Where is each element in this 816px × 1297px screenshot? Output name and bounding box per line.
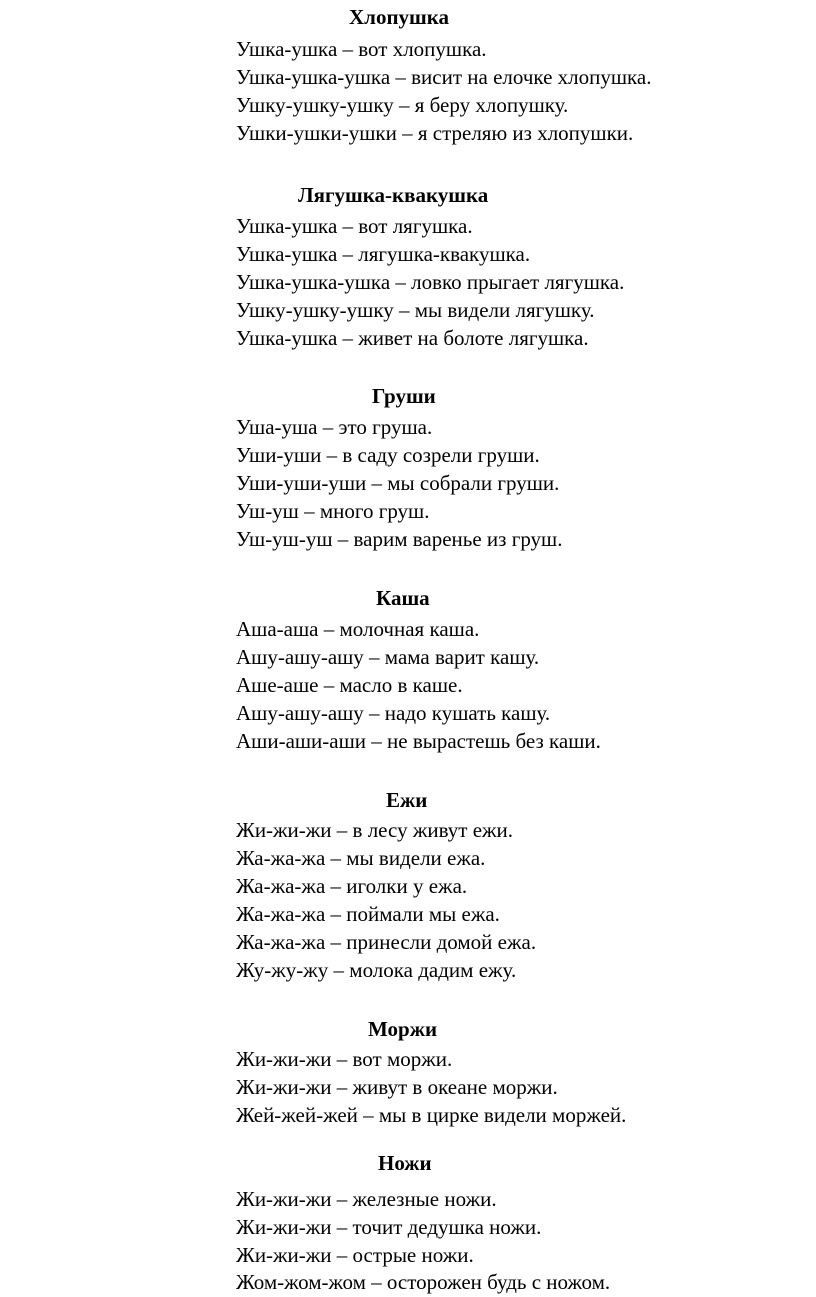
poem-line: Ушка-ушка – живет на болоте лягушка. <box>236 326 589 350</box>
poem-line: Жи-жи-жи – острые ножи. <box>236 1243 474 1267</box>
poem-title-khlopushka: Хлопушка <box>349 5 450 29</box>
poem-line: Жи-жи-жи – живут в океане моржи. <box>236 1075 558 1099</box>
poem-line: Жа-жа-жа – мы видели ежа. <box>236 846 486 870</box>
poem-title-kasha: Каша <box>376 586 430 610</box>
poem-line: Ушка-ушка – лягушка-квакушка. <box>236 242 531 266</box>
poem-line: Ашу-ашу-ашу – надо кушать кашу. <box>236 701 551 725</box>
poem-line: Аши-аши-аши – не вырастешь без каши. <box>236 729 601 753</box>
poem-line: Ушку-ушку-ушку – мы видели лягушку. <box>236 298 595 322</box>
poem-line: Жей-жей-жей – мы в цирке видели моржей. <box>236 1103 627 1127</box>
poem-line: Уши-уши-уши – мы собрали груши. <box>236 471 560 495</box>
poem-title-grushi: Груши <box>372 384 436 408</box>
poem-line: Жи-жи-жи – точит дедушка ножи. <box>236 1215 542 1239</box>
poem-line: Аше-аше – масло в каше. <box>236 673 463 697</box>
poem-line: Жу-жу-жу – молока дадим ежу. <box>236 958 517 982</box>
poem-line: Жи-жи-жи – железные ножи. <box>236 1187 497 1211</box>
poem-title-nozhi: Ножи <box>378 1151 432 1175</box>
poem-line: Жа-жа-жа – поймали мы ежа. <box>236 902 500 926</box>
poem-title-lyagushka: Лягушка-квакушка <box>298 183 489 207</box>
poem-line: Аша-аша – молочная каша. <box>236 617 480 641</box>
poem-line: Ушка-ушка-ушка – висит на елочке хлопушка. <box>236 65 652 89</box>
poem-line: Жи-жи-жи – вот моржи. <box>236 1047 453 1071</box>
poem-title-morzhi: Моржи <box>368 1017 438 1041</box>
poem-line: Ушки-ушки-ушки – я стреляю из хлопушки. <box>236 121 634 145</box>
poem-line: Жи-жи-жи – в лесу живут ежи. <box>236 818 514 842</box>
poem-line: Ашу-ашу-ашу – мама варит кашу. <box>236 645 540 669</box>
poem-line: Ушку-ушку-ушку – я беру хлопушку. <box>236 93 569 117</box>
poem-line: Ушка-ушка – вот хлопушка. <box>236 37 487 61</box>
poem-line: Ушка-ушка – вот лягушка. <box>236 214 473 238</box>
poem-line: Уш-уш-уш – варим варенье из груш. <box>236 527 563 551</box>
poem-line: Жом-жом-жом – осторожен будь с ножом. <box>236 1270 611 1294</box>
poem-line: Ушка-ушка-ушка – ловко прыгает лягушка. <box>236 270 625 294</box>
poem-line: Жа-жа-жа – иголки у ежа. <box>236 874 468 898</box>
poem-line: Жа-жа-жа – принесли домой ежа. <box>236 930 537 954</box>
poem-title-yezhi: Ежи <box>386 788 428 812</box>
poem-line: Уша-уша – это груша. <box>236 415 433 439</box>
poem-line: Уши-уши – в саду созрели груши. <box>236 443 540 467</box>
poem-line: Уш-уш – много груш. <box>236 499 430 523</box>
